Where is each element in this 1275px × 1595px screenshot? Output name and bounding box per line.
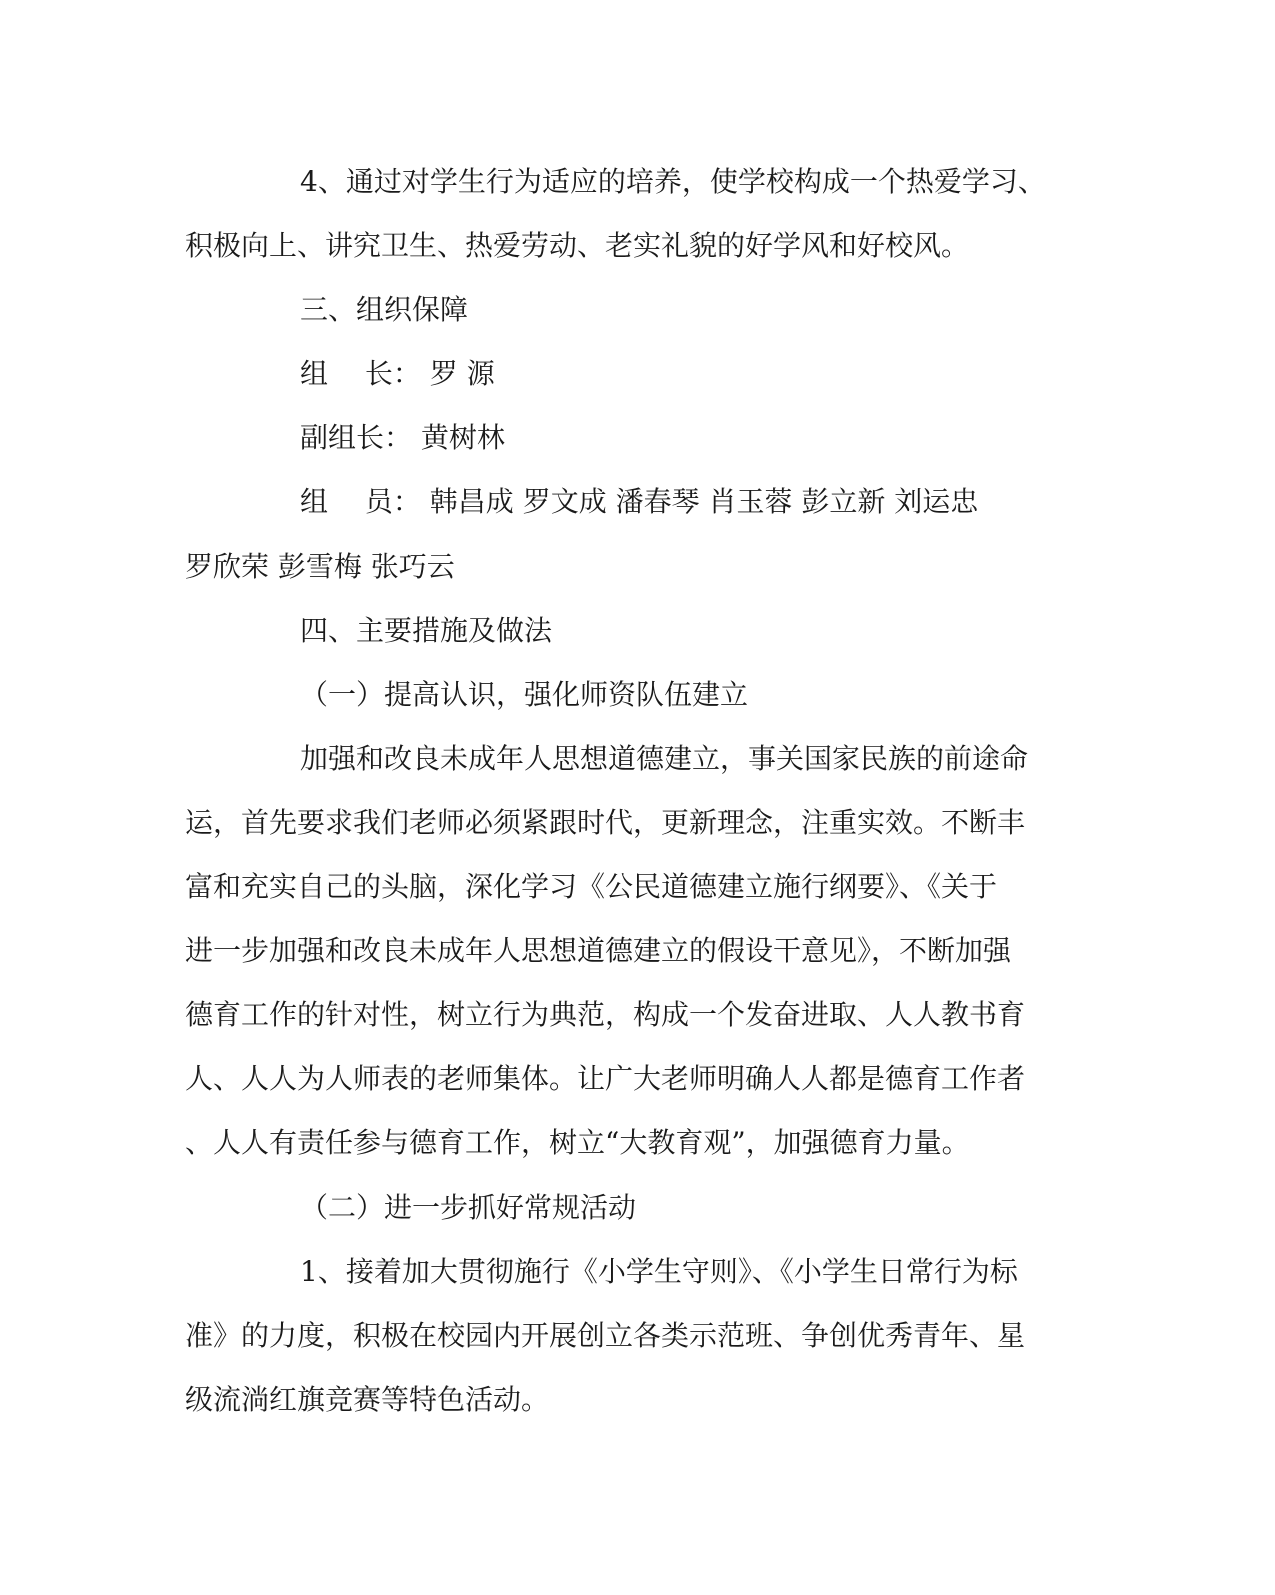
paragraph-line: 人、人人为人师表的老师集体。让广大老师明确人人都是德育工作者 bbox=[185, 1062, 1026, 1096]
members-line-continued: 罗欣荣 彭雪梅 张巧云 bbox=[185, 549, 455, 583]
group-leader-line: 组 长： 罗 源 bbox=[300, 357, 495, 391]
paragraph-line: 1、接着加大贯彻施行《小学生守则》、《小学生日常行为标 bbox=[300, 1254, 1018, 1288]
paragraph-line: 德育工作的针对性，树立行为典范，构成一个发奋进取、人人教书育 bbox=[185, 998, 1026, 1032]
paragraph-line: 进一步加强和改良未成年人思想道德建立的假设干意见》，不断加强 bbox=[185, 934, 1012, 968]
paragraph-line: 准》的力度，积极在校园内开展创立各类示范班、争创优秀青年、星 bbox=[185, 1318, 1026, 1352]
deputy-leader-line: 副组长： 黄树林 bbox=[300, 421, 505, 455]
paragraph-line: 运，首先要求我们老师必须紧跟时代，更新理念，注重实效。不断丰 bbox=[185, 805, 1026, 839]
paragraph-line: 富和充实自己的头脑，深化学习《公民道德建立施行纲要》、《关于 bbox=[185, 870, 998, 904]
section-heading: 三、组织保障 bbox=[300, 293, 469, 327]
subsection-heading: （一）提高认识，强化师资队伍建立 bbox=[300, 677, 749, 711]
paragraph-line: 级流淌红旗竞赛等特色活动。 bbox=[185, 1382, 550, 1416]
paragraph-line: 积极向上、讲究卫生、热爱劳动、老实礼貌的好学风和好校风。 bbox=[185, 229, 970, 263]
document-body bbox=[185, 150, 1065, 1432]
section-heading: 四、主要措施及做法 bbox=[300, 613, 553, 647]
paragraph-line: 加强和改良未成年人思想道德建立，事关国家民族的前途命 bbox=[300, 741, 1029, 775]
subsection-heading: （二）进一步抓好常规活动 bbox=[300, 1190, 637, 1224]
paragraph-line: 、人人有责任参与德育工作，树立“大教育观”，加强德育力量。 bbox=[185, 1126, 970, 1160]
members-line: 组 员： 韩昌成 罗文成 潘春琴 肖玉蓉 彭立新 刘运忠 bbox=[300, 485, 979, 519]
paragraph-line: 4、通过对学生行为适应的培养，使学校构成一个热爱学习、 bbox=[300, 165, 1046, 198]
